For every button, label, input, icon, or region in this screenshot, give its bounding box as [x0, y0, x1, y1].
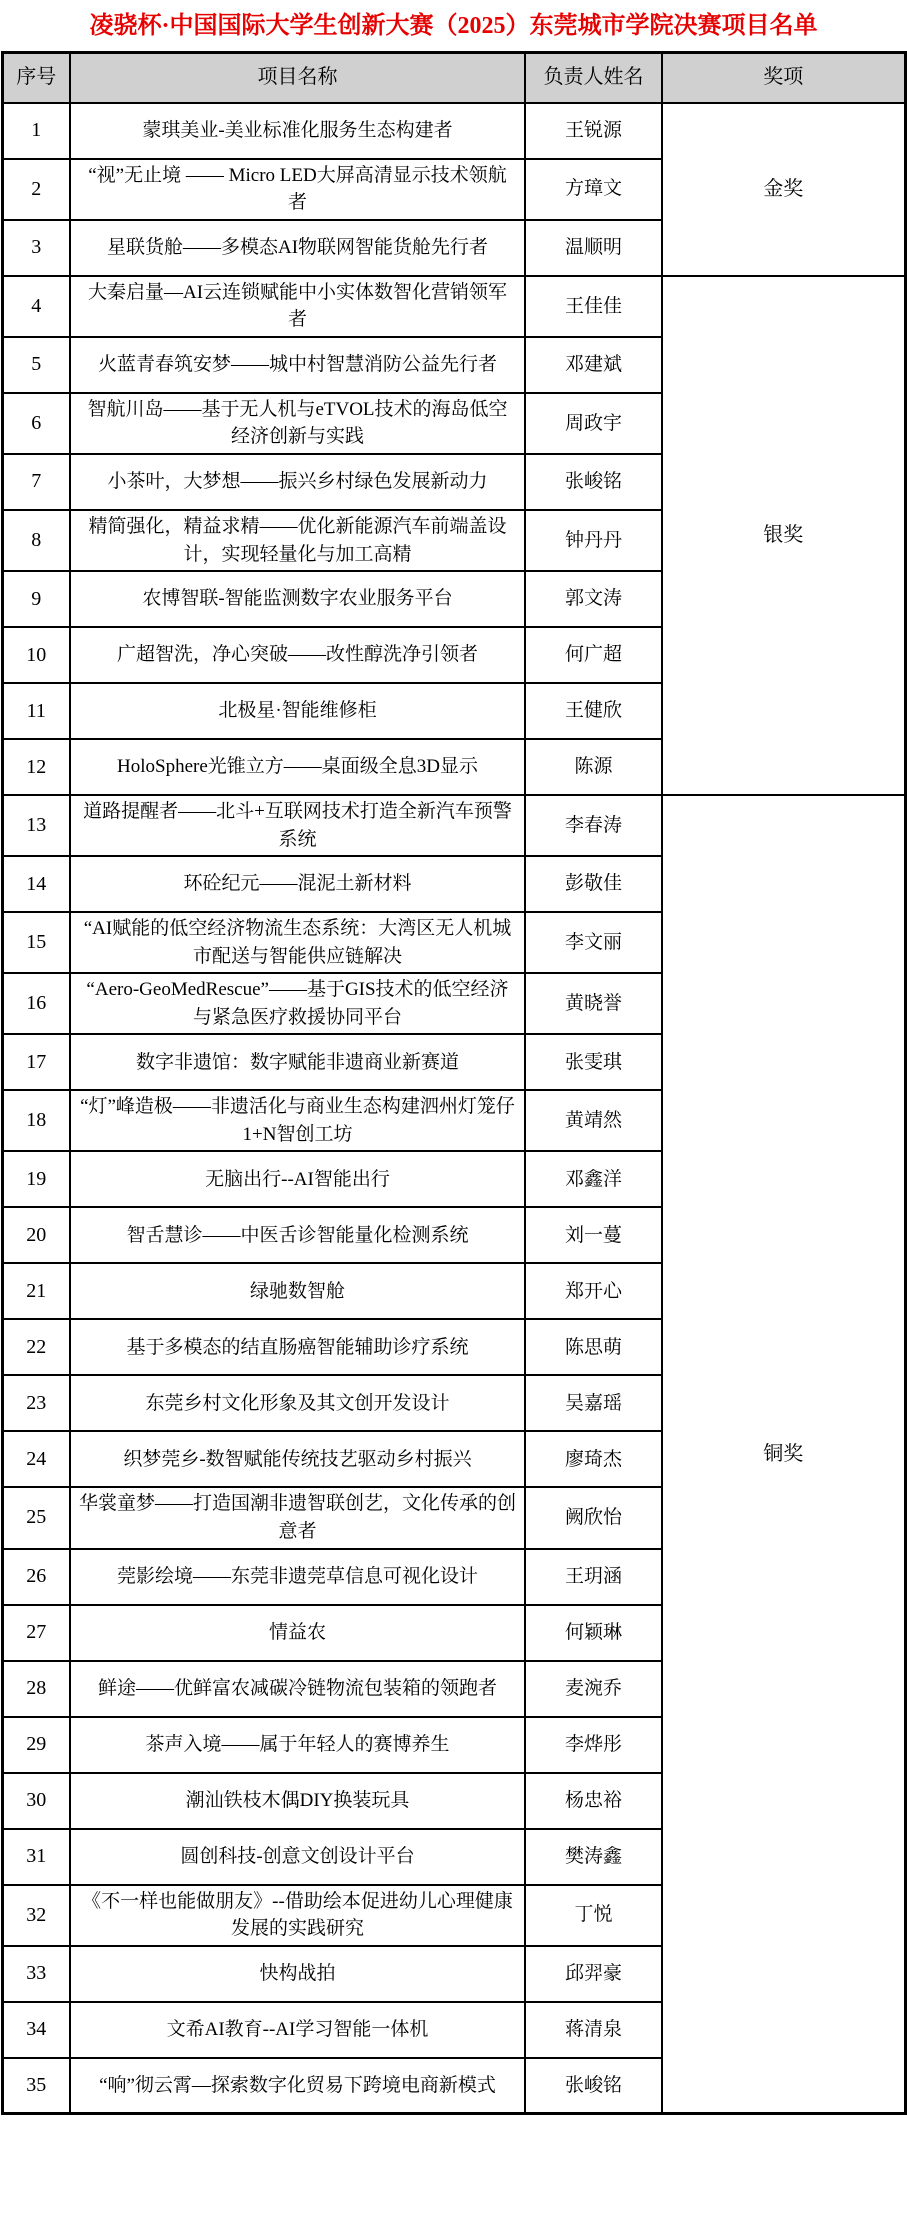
row-number-cell: 13	[2, 795, 70, 856]
row-number-cell: 11	[2, 683, 70, 739]
leader-name-cell: 邱羿豪	[525, 1946, 662, 2002]
project-name-cell: HoloSphere光锥立方——桌面级全息3D显示	[70, 739, 525, 795]
project-name-cell: “AI赋能的低空经济物流生态系统：大湾区无人机城市配送与智能供应链解决	[70, 912, 525, 973]
leader-name-cell: 郭文涛	[525, 571, 662, 627]
leader-name-cell: 钟丹丹	[525, 510, 662, 571]
column-header-index: 序号	[2, 53, 70, 103]
row-number-cell: 35	[2, 2058, 70, 2114]
row-number-cell: 27	[2, 1605, 70, 1661]
row-number-cell: 3	[2, 220, 70, 276]
row-number-cell: 21	[2, 1263, 70, 1319]
row-number-cell: 4	[2, 276, 70, 337]
row-number-cell: 6	[2, 393, 70, 454]
leader-name-cell: 何颖琳	[525, 1605, 662, 1661]
project-name-cell: 织梦莞乡-数智赋能传统技艺驱动乡村振兴	[70, 1431, 525, 1487]
row-number-cell: 18	[2, 1090, 70, 1151]
column-header-leader: 负责人姓名	[525, 53, 662, 103]
projects-table	[1, 51, 907, 2115]
leader-name-cell: 方璋文	[525, 159, 662, 220]
leader-name-cell: 陈源	[525, 739, 662, 795]
award-cell: 铜奖	[662, 795, 905, 2114]
row-number-cell: 9	[2, 571, 70, 627]
row-number-cell: 29	[2, 1717, 70, 1773]
project-name-cell: “灯”峰造极——非遗活化与商业生态构建泗州灯笼仔1+N智创工坊	[70, 1090, 525, 1151]
project-name-cell: 茶声入境——属于年轻人的赛博养生	[70, 1717, 525, 1773]
leader-name-cell: 刘一蔓	[525, 1207, 662, 1263]
row-number-cell: 2	[2, 159, 70, 220]
leader-name-cell: 王玥涵	[525, 1549, 662, 1605]
leader-name-cell: 黄靖然	[525, 1090, 662, 1151]
project-name-cell: 莞影绘境——东莞非遗莞草信息可视化设计	[70, 1549, 525, 1605]
project-name-cell: 华裳童梦——打造国潮非遗智联创艺，文化传承的创意者	[70, 1487, 525, 1548]
project-name-cell: 小茶叶，大梦想——振兴乡村绿色发展新动力	[70, 454, 525, 510]
row-number-cell: 33	[2, 1946, 70, 2002]
row-number-cell: 30	[2, 1773, 70, 1829]
row-number-cell: 5	[2, 337, 70, 393]
leader-name-cell: 樊涛鑫	[525, 1829, 662, 1885]
row-number-cell: 26	[2, 1549, 70, 1605]
project-name-cell: 无脑出行--AI智能出行	[70, 1151, 525, 1207]
leader-name-cell: 温顺明	[525, 220, 662, 276]
project-name-cell: “Aero-GeoMedRescue”——基于GIS技术的低空经济与紧急医疗救援协同平台	[70, 973, 525, 1034]
row-number-cell: 16	[2, 973, 70, 1034]
project-name-cell: 鲜途——优鲜富农减碳冷链物流包装箱的领跑者	[70, 1661, 525, 1717]
leader-name-cell: 李文丽	[525, 912, 662, 973]
row-number-cell: 7	[2, 454, 70, 510]
leader-name-cell: 李春涛	[525, 795, 662, 856]
leader-name-cell: 张峻铭	[525, 454, 662, 510]
table-row	[2, 103, 905, 159]
table-body	[2, 103, 905, 2114]
row-number-cell: 10	[2, 627, 70, 683]
row-number-cell: 1	[2, 103, 70, 159]
project-name-cell: 环砼纪元——混泥土新材料	[70, 856, 525, 912]
leader-name-cell: 李烨彤	[525, 1717, 662, 1773]
row-number-cell: 22	[2, 1319, 70, 1375]
row-number-cell: 14	[2, 856, 70, 912]
leader-name-cell: 黄晓誉	[525, 973, 662, 1034]
project-name-cell: 东莞乡村文化形象及其文创开发设计	[70, 1375, 525, 1431]
row-number-cell: 17	[2, 1034, 70, 1090]
project-name-cell: 道路提醒者——北斗+互联网技术打造全新汽车预警系统	[70, 795, 525, 856]
row-number-cell: 28	[2, 1661, 70, 1717]
row-number-cell: 24	[2, 1431, 70, 1487]
row-number-cell: 8	[2, 510, 70, 571]
project-name-cell: “响”彻云霄—探索数字化贸易下跨境电商新模式	[70, 2058, 525, 2114]
project-name-cell: 智舌慧诊——中医舌诊智能量化检测系统	[70, 1207, 525, 1263]
project-name-cell: 星联货舱——多模态AI物联网智能货舱先行者	[70, 220, 525, 276]
leader-name-cell: 廖琦杰	[525, 1431, 662, 1487]
project-name-cell: 绿驰数智舱	[70, 1263, 525, 1319]
project-name-cell: 圆创科技-创意文创设计平台	[70, 1829, 525, 1885]
row-number-cell: 31	[2, 1829, 70, 1885]
row-number-cell: 12	[2, 739, 70, 795]
row-number-cell: 32	[2, 1885, 70, 1946]
leader-name-cell: 周政宇	[525, 393, 662, 454]
project-name-cell: 火蓝青春筑安梦——城中村智慧消防公益先行者	[70, 337, 525, 393]
award-cell: 银奖	[662, 276, 905, 795]
column-header-project: 项目名称	[70, 53, 525, 103]
project-name-cell: 农博智联-智能监测数字农业服务平台	[70, 571, 525, 627]
leader-name-cell: 邓鑫洋	[525, 1151, 662, 1207]
project-name-cell: 广超智洗，净心突破——改性醇洗净引领者	[70, 627, 525, 683]
project-name-cell: 快构战拍	[70, 1946, 525, 2002]
project-name-cell: 基于多模态的结直肠癌智能辅助诊疗系统	[70, 1319, 525, 1375]
project-name-cell: 蒙琪美业-美业标准化服务生态构建者	[70, 103, 525, 159]
leader-name-cell: 丁悦	[525, 1885, 662, 1946]
project-name-cell: 智航川岛——基于无人机与eTVOL技术的海岛低空经济创新与实践	[70, 393, 525, 454]
leader-name-cell: 彭敬佳	[525, 856, 662, 912]
project-name-cell: 情益农	[70, 1605, 525, 1661]
leader-name-cell: 王佳佳	[525, 276, 662, 337]
table-row	[2, 276, 905, 337]
leader-name-cell: 王锐源	[525, 103, 662, 159]
leader-name-cell: 杨忠裕	[525, 1773, 662, 1829]
project-name-cell: 北极星·智能维修柜	[70, 683, 525, 739]
leader-name-cell: 蒋清泉	[525, 2002, 662, 2058]
page-title: 凌骁杯·中国国际大学生创新大赛（2025）东莞城市学院决赛项目名单	[89, 13, 818, 39]
row-number-cell: 19	[2, 1151, 70, 1207]
column-header-award: 奖项	[662, 53, 905, 103]
leader-name-cell: 何广超	[525, 627, 662, 683]
leader-name-cell: 吴嘉瑶	[525, 1375, 662, 1431]
project-name-cell: 大秦启量—AI云连锁赋能中小实体数智化营销领军者	[70, 276, 525, 337]
project-name-cell: “视”无止境 —— Micro LED大屏高清显示技术领航者	[70, 159, 525, 220]
project-name-cell: 数字非遗馆：数字赋能非遗商业新赛道	[70, 1034, 525, 1090]
award-cell: 金奖	[662, 103, 905, 276]
leader-name-cell: 张雯琪	[525, 1034, 662, 1090]
header-row	[2, 53, 905, 103]
leader-name-cell: 王健欣	[525, 683, 662, 739]
project-name-cell: 潮汕铁枝木偶DIY换装玩具	[70, 1773, 525, 1829]
row-number-cell: 34	[2, 2002, 70, 2058]
table-row	[2, 795, 905, 856]
leader-name-cell: 邓建斌	[525, 337, 662, 393]
leader-name-cell: 麦涴乔	[525, 1661, 662, 1717]
row-number-cell: 15	[2, 912, 70, 973]
project-name-cell: 文希AI教育--AI学习智能一体机	[70, 2002, 525, 2058]
row-number-cell: 20	[2, 1207, 70, 1263]
project-name-cell: 精简强化，精益求精——优化新能源汽车前端盖设计，实现轻量化与加工高精	[70, 510, 525, 571]
leader-name-cell: 郑开心	[525, 1263, 662, 1319]
leader-name-cell: 张峻铭	[525, 2058, 662, 2114]
row-number-cell: 23	[2, 1375, 70, 1431]
row-number-cell: 25	[2, 1487, 70, 1548]
project-name-cell: 《不一样也能做朋友》--借助绘本促进幼儿心理健康发展的实践研究	[70, 1885, 525, 1946]
leader-name-cell: 阙欣怡	[525, 1487, 662, 1548]
leader-name-cell: 陈思萌	[525, 1319, 662, 1375]
